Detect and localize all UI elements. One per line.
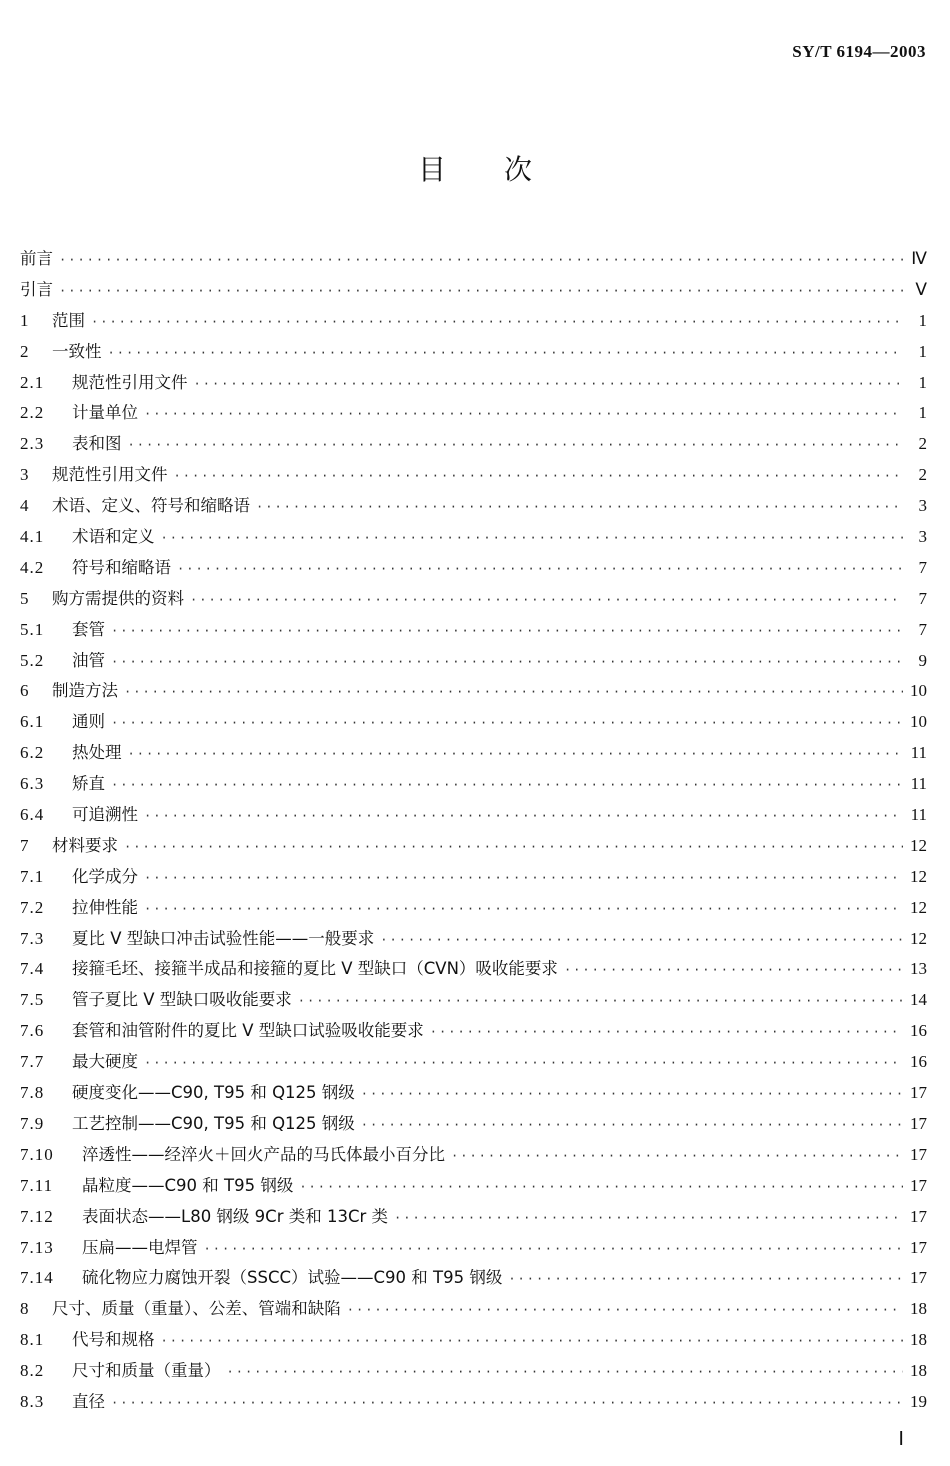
- toc-entry-number: 5.1: [20, 619, 45, 639]
- toc-entry[interactable]: [20, 398, 927, 429]
- leader-dots: [194, 369, 904, 400]
- toc-entry-number: 7: [20, 835, 30, 855]
- leader-dots: [190, 585, 903, 616]
- toc-entry[interactable]: [20, 985, 927, 1016]
- toc-entry-number: 5.2: [20, 650, 45, 670]
- leader-dots: [256, 492, 903, 523]
- toc-entry-title: 工艺控制——C90, T95 和 Q125 钢级: [72, 1113, 355, 1133]
- toc-entry-title: 引言: [20, 279, 53, 299]
- leader-dots: [204, 1234, 904, 1265]
- toc-entry[interactable]: [20, 522, 927, 553]
- leader-dots: [111, 647, 903, 678]
- leader-dots: [111, 1388, 903, 1419]
- toc-entry-page: 3: [918, 527, 927, 547]
- toc-entry-page: 18: [910, 1330, 927, 1350]
- toc-entry-page: 17: [910, 1083, 927, 1103]
- toc-entry-title: 尺寸、质量（重量）、公差、管端和缺陷: [52, 1299, 341, 1319]
- leader-dots: [144, 863, 903, 894]
- toc-entry[interactable]: [20, 1016, 927, 1047]
- leader-dots: [91, 307, 903, 338]
- leader-dots: [177, 554, 903, 585]
- toc-entry[interactable]: [20, 615, 927, 646]
- toc-entry[interactable]: [20, 553, 927, 584]
- toc-entry-title: 规范性引用文件: [72, 372, 188, 392]
- leader-dots: [347, 1295, 903, 1326]
- toc-entry-page: 17: [910, 1237, 927, 1257]
- toc-entry-title: 硫化物应力腐蚀开裂（SSCC）试验——C90 和 T95 钢级: [82, 1268, 503, 1288]
- toc-entry[interactable]: [20, 244, 927, 275]
- toc-entry-number: 7.11: [20, 1175, 54, 1195]
- toc-entry-number: 7.5: [20, 990, 45, 1010]
- leader-dots: [508, 1264, 903, 1295]
- toc-entry-page: Ⅳ: [911, 249, 927, 268]
- toc-entry-page: 11: [910, 805, 927, 825]
- toc-entry[interactable]: [20, 1202, 927, 1233]
- toc-entry-page: 1: [918, 341, 927, 361]
- toc-entry[interactable]: [20, 337, 927, 368]
- leader-dots: [59, 245, 903, 276]
- toc-entry[interactable]: [20, 676, 927, 707]
- toc-entry[interactable]: [20, 275, 927, 306]
- toc-entry-page: 1: [918, 310, 927, 330]
- leader-dots: [111, 770, 903, 801]
- leader-dots: [111, 708, 903, 739]
- toc-entry[interactable]: [20, 769, 927, 800]
- toc-entry-number: 7.7: [20, 1052, 45, 1072]
- page-number: Ⅰ: [898, 1429, 904, 1450]
- toc-entry-number: 5: [20, 588, 30, 608]
- toc-entry-page: 17: [910, 1268, 927, 1288]
- leader-dots: [108, 338, 904, 369]
- leader-dots: [144, 801, 903, 832]
- leader-dots: [361, 1110, 903, 1141]
- toc-entry-title: 淬透性——经淬火＋回火产品的马氏体最小百分比: [82, 1144, 445, 1164]
- toc-entry[interactable]: [20, 1109, 927, 1140]
- leader-dots: [144, 399, 903, 430]
- leader-dots: [298, 986, 903, 1017]
- toc-entry-title: 前言: [20, 249, 53, 268]
- toc-entry-title: 矫直: [72, 774, 105, 794]
- toc-entry-page: 11: [910, 743, 927, 763]
- toc-entry-page: 18: [910, 1299, 927, 1319]
- toc-entry-title: 套管: [72, 619, 105, 639]
- toc-entry-page: 9: [918, 650, 927, 670]
- toc-entry-page: 16: [910, 1021, 927, 1041]
- leader-dots: [174, 461, 904, 492]
- toc-entry[interactable]: [20, 924, 927, 955]
- toc-entry-title: 尺寸和质量（重量）: [72, 1361, 221, 1381]
- toc-entry[interactable]: [20, 1356, 927, 1387]
- toc-entry-number: 8.2: [20, 1361, 45, 1381]
- toc-entry-number: 7.2: [20, 897, 45, 917]
- toc-entry-page: 7: [918, 588, 927, 608]
- toc-entry-number: 7.12: [20, 1206, 54, 1226]
- toc-entry-page: 10: [910, 681, 927, 701]
- toc-entry-title: 直径: [72, 1391, 105, 1411]
- toc-entry[interactable]: [20, 954, 927, 985]
- toc-entry-number: 2: [20, 341, 30, 361]
- leader-dots: [430, 1017, 903, 1048]
- toc-entry-page: 2: [918, 465, 927, 485]
- toc-entry-page: 17: [910, 1175, 927, 1195]
- toc-entry-page: 1: [918, 372, 927, 392]
- toc-entry-page: 1: [918, 403, 927, 423]
- toc-entry-page: 12: [910, 897, 927, 917]
- toc-entry-number: 4: [20, 496, 30, 516]
- table-of-contents: [20, 244, 927, 1418]
- toc-entry[interactable]: [20, 1171, 927, 1202]
- leader-dots: [161, 1326, 904, 1357]
- leader-dots: [564, 955, 903, 986]
- toc-entry[interactable]: [20, 738, 927, 769]
- toc-entry-number: 8: [20, 1299, 30, 1319]
- toc-entry-number: 6.3: [20, 774, 45, 794]
- toc-entry-title: 接箍毛坯、接箍半成品和接箍的夏比 V 型缺口（CVN）吸收能要求: [72, 959, 558, 979]
- toc-entry-number: 4.1: [20, 527, 45, 547]
- standard-code-header: SY/T 6194—2003: [792, 42, 926, 61]
- toc-entry-title: 拉伸性能: [72, 897, 138, 917]
- toc-entry[interactable]: [20, 707, 927, 738]
- toc-entry-title: 化学成分: [72, 866, 138, 886]
- toc-entry-title: 热处理: [72, 743, 122, 763]
- toc-entry[interactable]: [20, 800, 927, 831]
- leader-dots: [111, 616, 903, 647]
- leader-dots: [124, 832, 903, 863]
- leader-dots: [144, 894, 903, 925]
- page-title: 目次: [417, 153, 590, 186]
- toc-entry-title: 表和图: [72, 434, 122, 454]
- toc-entry[interactable]: [20, 1263, 927, 1294]
- toc-entry-number: 1: [20, 310, 30, 330]
- toc-entry[interactable]: [20, 1078, 927, 1109]
- toc-entry-page: 19: [910, 1391, 927, 1411]
- toc-entry-title: 材料要求: [52, 835, 118, 855]
- toc-entry-title: 表面状态——L80 钢级 9Cr 类和 13Cr 类: [82, 1206, 389, 1226]
- toc-entry[interactable]: [20, 1233, 927, 1264]
- toc-entry[interactable]: [20, 1325, 927, 1356]
- toc-entry-number: 2.3: [20, 434, 45, 454]
- toc-entry-title: 套管和油管附件的夏比 V 型缺口试验吸收能要求: [72, 1021, 424, 1041]
- toc-entry-page: 12: [910, 866, 927, 886]
- toc-entry-title: 油管: [72, 650, 105, 670]
- toc-entry-number: 7.8: [20, 1083, 45, 1103]
- toc-entry[interactable]: [20, 368, 927, 399]
- toc-entry-page: 18: [910, 1361, 927, 1381]
- toc-entry[interactable]: [20, 584, 927, 615]
- toc-entry-title: 可追溯性: [72, 805, 138, 825]
- toc-entry-title: 最大硬度: [72, 1052, 138, 1072]
- toc-entry-title: 硬度变化——C90, T95 和 Q125 钢级: [72, 1083, 355, 1103]
- toc-entry-title: 通则: [72, 712, 105, 732]
- toc-entry[interactable]: [20, 862, 927, 893]
- toc-entry-page: 12: [910, 835, 927, 855]
- leader-dots: [144, 1048, 903, 1079]
- toc-entry-number: 8.3: [20, 1391, 45, 1411]
- toc-entry[interactable]: [20, 1140, 927, 1171]
- toc-entry[interactable]: [20, 1047, 927, 1078]
- toc-entry-page: 11: [910, 774, 927, 794]
- leader-dots: [128, 739, 904, 770]
- toc-entry-number: 6.2: [20, 743, 45, 763]
- toc-entry-page: 7: [918, 619, 927, 639]
- toc-entry[interactable]: [20, 893, 927, 924]
- leader-dots: [380, 925, 903, 956]
- toc-entry-title: 一致性: [52, 341, 102, 361]
- toc-entry-page: 2: [918, 434, 927, 454]
- toc-entry[interactable]: [20, 306, 927, 337]
- toc-entry[interactable]: [20, 460, 927, 491]
- toc-entry-number: 7.6: [20, 1021, 45, 1041]
- toc-entry-title: 制造方法: [52, 681, 118, 701]
- toc-entry-title: 压扁——电焊管: [82, 1237, 198, 1257]
- toc-entry-number: 7.1: [20, 866, 45, 886]
- toc-entry[interactable]: [20, 831, 927, 862]
- toc-entry-title: 范围: [52, 310, 85, 330]
- toc-entry-number: 4.2: [20, 557, 45, 577]
- toc-entry-page: 3: [918, 496, 927, 516]
- toc-entry-number: 2.1: [20, 372, 45, 392]
- leader-dots: [394, 1203, 903, 1234]
- toc-entry-page: 13: [910, 959, 927, 979]
- toc-entry-title: 夏比 V 型缺口冲击试验性能——一般要求: [72, 928, 375, 948]
- toc-entry-page: 10: [910, 712, 927, 732]
- toc-entry-page: Ⅴ: [915, 279, 927, 299]
- toc-entry[interactable]: [20, 1387, 927, 1418]
- toc-entry-number: 7.4: [20, 959, 45, 979]
- leader-dots: [161, 523, 904, 554]
- toc-entry[interactable]: [20, 1294, 927, 1325]
- toc-entry-title: 购方需提供的资料: [52, 588, 184, 608]
- toc-entry-title: 术语和定义: [72, 527, 155, 547]
- leader-dots: [451, 1141, 903, 1172]
- toc-entry-number: 7.14: [20, 1268, 54, 1288]
- leader-dots: [128, 430, 904, 461]
- toc-entry[interactable]: [20, 429, 927, 460]
- toc-entry-number: 2.2: [20, 403, 45, 423]
- leader-dots: [299, 1172, 903, 1203]
- toc-entry-number: 7.10: [20, 1144, 54, 1164]
- toc-entry-number: 7.13: [20, 1237, 54, 1257]
- toc-entry-page: 17: [910, 1113, 927, 1133]
- toc-entry-page: 17: [910, 1206, 927, 1226]
- toc-entry-page: 7: [918, 557, 927, 577]
- toc-entry-number: 7.3: [20, 928, 45, 948]
- toc-entry-page: 16: [910, 1052, 927, 1072]
- toc-entry-title: 管子夏比 V 型缺口吸收能要求: [72, 990, 292, 1010]
- toc-entry-number: 6.1: [20, 712, 45, 732]
- toc-entry[interactable]: [20, 646, 927, 677]
- toc-entry-title: 符号和缩略语: [72, 557, 171, 577]
- toc-entry-number: 8.1: [20, 1330, 45, 1350]
- toc-entry-title: 计量单位: [72, 403, 138, 423]
- toc-entry-page: 17: [910, 1144, 927, 1164]
- toc-entry-page: 12: [910, 928, 927, 948]
- leader-dots: [227, 1357, 904, 1388]
- toc-entry-number: 7.9: [20, 1113, 45, 1133]
- toc-entry[interactable]: [20, 491, 927, 522]
- leader-dots: [361, 1079, 903, 1110]
- toc-entry-number: 6: [20, 681, 30, 701]
- leader-dots: [124, 677, 903, 708]
- toc-entry-number: 6.4: [20, 805, 45, 825]
- toc-entry-number: 3: [20, 465, 30, 485]
- toc-entry-title: 晶粒度——C90 和 T95 钢级: [82, 1175, 294, 1195]
- toc-entry-page: 14: [910, 990, 927, 1010]
- leader-dots: [59, 276, 903, 307]
- toc-entry-title: 代号和规格: [72, 1330, 155, 1350]
- toc-entry-title: 规范性引用文件: [52, 465, 168, 485]
- toc-entry-title: 术语、定义、符号和缩略语: [52, 496, 250, 516]
